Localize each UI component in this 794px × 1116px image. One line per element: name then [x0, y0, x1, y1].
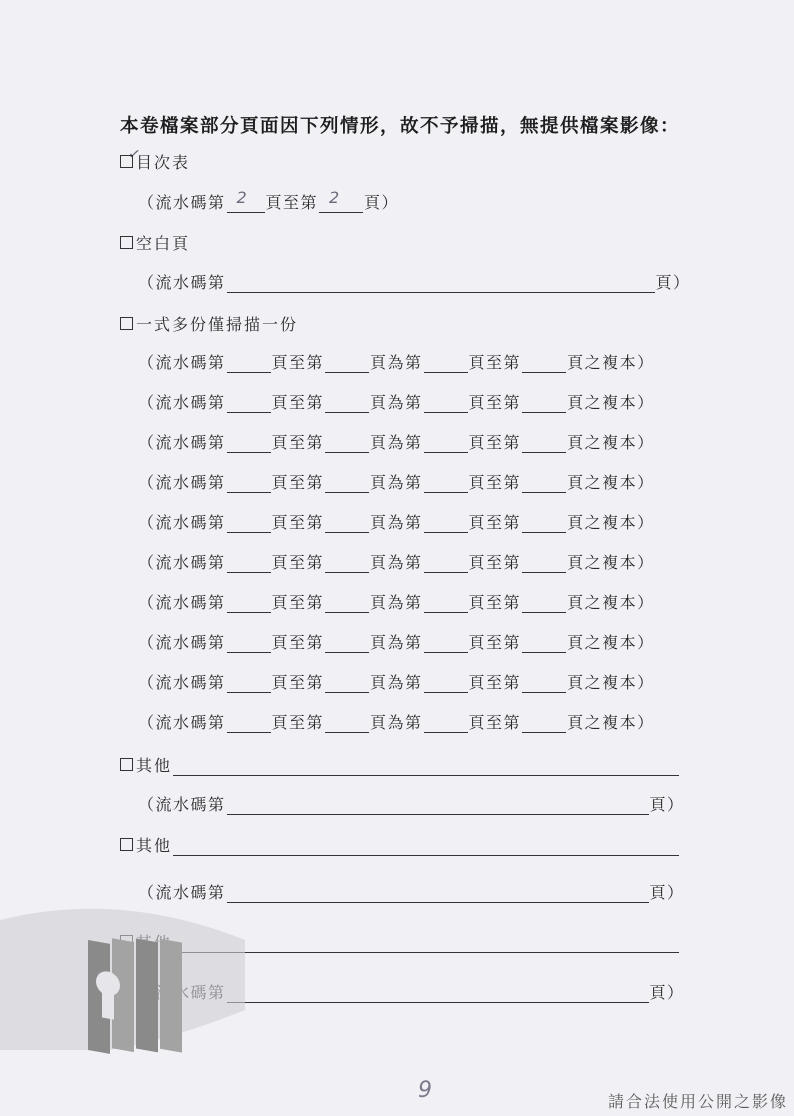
copy-row-text: 頁至第	[468, 633, 522, 652]
copy-row-text: 頁至第	[468, 393, 522, 412]
archive-watermark-logo	[0, 900, 250, 1070]
page-blank-field[interactable]	[227, 514, 271, 533]
copy-row-text: 頁之複本）	[567, 633, 655, 652]
page-blank-field[interactable]	[424, 554, 468, 573]
copy-row-text: （流水碼第	[138, 473, 226, 492]
page-blank-field[interactable]	[227, 434, 271, 453]
page-blank-field[interactable]	[227, 634, 271, 653]
copy-row-text: 頁之複本）	[567, 433, 655, 452]
line-suffix: 頁）	[649, 795, 685, 814]
to-page-field[interactable]	[319, 188, 363, 213]
page-blank-field[interactable]	[227, 714, 271, 733]
blank-label: 空白頁	[136, 234, 191, 253]
copy-row-text: 頁至第	[271, 353, 325, 372]
page-blank-field[interactable]	[325, 714, 369, 733]
copy-row-text: 頁為第	[370, 393, 423, 412]
copy-checkbox-item[interactable]	[120, 312, 298, 335]
page-blank-field[interactable]	[424, 354, 468, 373]
toc-serial-line	[138, 190, 399, 213]
line-suffix: 頁）	[364, 193, 400, 212]
toc-label: 目次表	[136, 153, 191, 172]
other-reason-field[interactable]	[173, 757, 679, 776]
page-blank-field[interactable]	[325, 514, 369, 533]
page-title: 本卷檔案部分頁面因下列情形，故不予掃描，無提供檔案影像：	[120, 116, 681, 137]
copy-row-text: 頁為第	[370, 633, 423, 652]
copy-row-text: （流水碼第	[138, 713, 226, 732]
other-page-field[interactable]	[227, 984, 649, 1003]
copy-row-text: 頁為第	[370, 713, 423, 732]
copy-row	[138, 350, 655, 373]
copy-row-text: 頁為第	[370, 513, 423, 532]
copy-row-text: （流水碼第	[138, 633, 226, 652]
page-blank-field[interactable]	[227, 674, 271, 693]
checkbox-icon[interactable]	[120, 236, 133, 249]
line-prefix: （流水碼第	[138, 795, 226, 814]
page-blank-field[interactable]	[424, 634, 468, 653]
page-blank-field[interactable]	[227, 474, 271, 493]
copy-row	[138, 430, 655, 453]
copy-row-text: 頁至第	[271, 633, 325, 652]
handwritten-page-number: 9	[418, 1078, 432, 1103]
other-checkbox-item[interactable]	[120, 753, 680, 776]
checkbox-icon[interactable]	[120, 155, 133, 168]
checkbox-icon[interactable]	[120, 838, 133, 851]
copy-row-text: 頁至第	[271, 433, 325, 452]
page-blank-field[interactable]	[227, 554, 271, 573]
copy-row	[138, 470, 655, 493]
page-blank-field[interactable]	[522, 634, 566, 653]
copy-row-text: （流水碼第	[138, 513, 226, 532]
page-blank-field[interactable]	[522, 434, 566, 453]
footer-notice: 請合法使用公開之影像	[607, 1092, 788, 1111]
copy-row-text: 頁至第	[271, 553, 325, 572]
blank-serial-line	[138, 270, 691, 293]
copy-row-text: 頁至第	[271, 673, 325, 692]
page-blank-field[interactable]	[325, 354, 369, 373]
line-suffix: 頁）	[649, 983, 685, 1002]
page-blank-field[interactable]	[424, 514, 468, 533]
copy-row-text: （流水碼第	[138, 553, 226, 572]
page-blank-field[interactable]	[522, 714, 566, 733]
copy-row-text: 頁之複本）	[567, 513, 655, 532]
page-blank-field[interactable]	[424, 434, 468, 453]
page-blank-field[interactable]	[325, 554, 369, 573]
handwritten-check-mark: ✓	[126, 144, 143, 164]
copy-row-text: 頁至第	[468, 433, 522, 452]
copy-row	[138, 670, 655, 693]
line-suffix: 頁）	[649, 883, 685, 902]
copy-row-text: 頁至第	[468, 353, 522, 372]
copy-row-text: 頁至第	[468, 713, 522, 732]
page-blank-field[interactable]	[424, 714, 468, 733]
copy-row	[138, 590, 655, 613]
line-mid: 頁至第	[265, 193, 319, 212]
page-blank-field[interactable]	[325, 434, 369, 453]
copy-row-text: 頁至第	[271, 393, 325, 412]
page-blank-field[interactable]	[522, 474, 566, 493]
blank-checkbox-item[interactable]	[120, 231, 190, 254]
other-page-field[interactable]	[227, 796, 649, 815]
page-blank-field[interactable]	[227, 394, 271, 413]
copy-row	[138, 510, 655, 533]
copy-row-text: （流水碼第	[138, 393, 226, 412]
copy-row-text: 頁為第	[370, 473, 423, 492]
page-blank-field[interactable]	[325, 674, 369, 693]
other-serial-line	[138, 792, 685, 815]
other-checkbox-item[interactable]	[120, 833, 680, 856]
page-blank-field[interactable]	[522, 354, 566, 373]
copy-row-text: 頁至第	[271, 713, 325, 732]
page-blank-field[interactable]	[227, 594, 271, 613]
copy-row	[138, 710, 655, 733]
copy-row-text: 頁為第	[370, 353, 423, 372]
copy-row-text: 頁至第	[271, 513, 325, 532]
copy-row	[138, 550, 655, 573]
copy-row-text: 頁至第	[468, 473, 522, 492]
copy-row-text: 頁至第	[271, 473, 325, 492]
line-prefix: （流水碼第	[138, 883, 226, 902]
copy-row-text: 頁為第	[370, 593, 423, 612]
blank-page-field[interactable]	[227, 274, 655, 293]
other-label: 其他	[136, 836, 173, 855]
copy-row-text: 頁為第	[370, 433, 423, 452]
page-blank-field[interactable]	[227, 354, 271, 373]
toc-checkbox-item[interactable]	[120, 150, 190, 173]
page-blank-field[interactable]	[325, 594, 369, 613]
copy-row	[138, 630, 655, 653]
other-page-field[interactable]	[227, 884, 649, 903]
copy-row-text: 頁至第	[468, 673, 522, 692]
page-blank-field[interactable]	[325, 474, 369, 493]
line-prefix: （流水碼第	[138, 193, 226, 212]
handwritten-to-value: 2	[329, 188, 341, 207]
copy-row-text: 頁之複本）	[567, 393, 655, 412]
copy-label: 一式多份僅掃描一份	[136, 315, 299, 334]
page-blank-field[interactable]	[424, 594, 468, 613]
page-blank-field[interactable]	[424, 474, 468, 493]
copy-row-text: 頁至第	[468, 513, 522, 532]
copy-row-text: 頁之複本）	[567, 473, 655, 492]
page-blank-field[interactable]	[325, 634, 369, 653]
page-blank-field[interactable]	[522, 514, 566, 533]
copy-row-text: （流水碼第	[138, 673, 226, 692]
copy-row-text: 頁之複本）	[567, 713, 655, 732]
line-suffix: 頁）	[655, 273, 691, 292]
copy-row-text: 頁至第	[271, 593, 325, 612]
page-blank-field[interactable]	[424, 674, 468, 693]
page-blank-field[interactable]	[424, 394, 468, 413]
page-blank-field[interactable]	[325, 394, 369, 413]
copy-row-text: （流水碼第	[138, 433, 226, 452]
copy-row-text: 頁之複本）	[567, 673, 655, 692]
copy-row-text: 頁之複本）	[567, 593, 655, 612]
other-reason-field[interactable]	[173, 837, 679, 856]
from-page-field[interactable]	[227, 188, 265, 213]
page-blank-field[interactable]	[522, 394, 566, 413]
copy-row-text: （流水碼第	[138, 353, 226, 372]
checkbox-icon[interactable]	[120, 758, 133, 771]
line-prefix: （流水碼第	[138, 273, 226, 292]
page-blank-field[interactable]	[522, 674, 566, 693]
copy-row	[138, 390, 655, 413]
handwritten-from-value: 2	[236, 188, 249, 207]
copy-row-text: 頁之複本）	[567, 353, 655, 372]
copy-row-text: 頁至第	[468, 593, 522, 612]
copy-row-text: 頁為第	[370, 553, 423, 572]
checkbox-icon[interactable]	[120, 317, 133, 330]
other-label: 其他	[136, 756, 173, 775]
page-blank-field[interactable]	[522, 594, 566, 613]
copy-row-text: （流水碼第	[138, 593, 226, 612]
page-blank-field[interactable]	[522, 554, 566, 573]
copy-row-text: 頁為第	[370, 673, 423, 692]
copy-row-text: 頁至第	[468, 553, 522, 572]
copy-row-text: 頁之複本）	[567, 553, 655, 572]
